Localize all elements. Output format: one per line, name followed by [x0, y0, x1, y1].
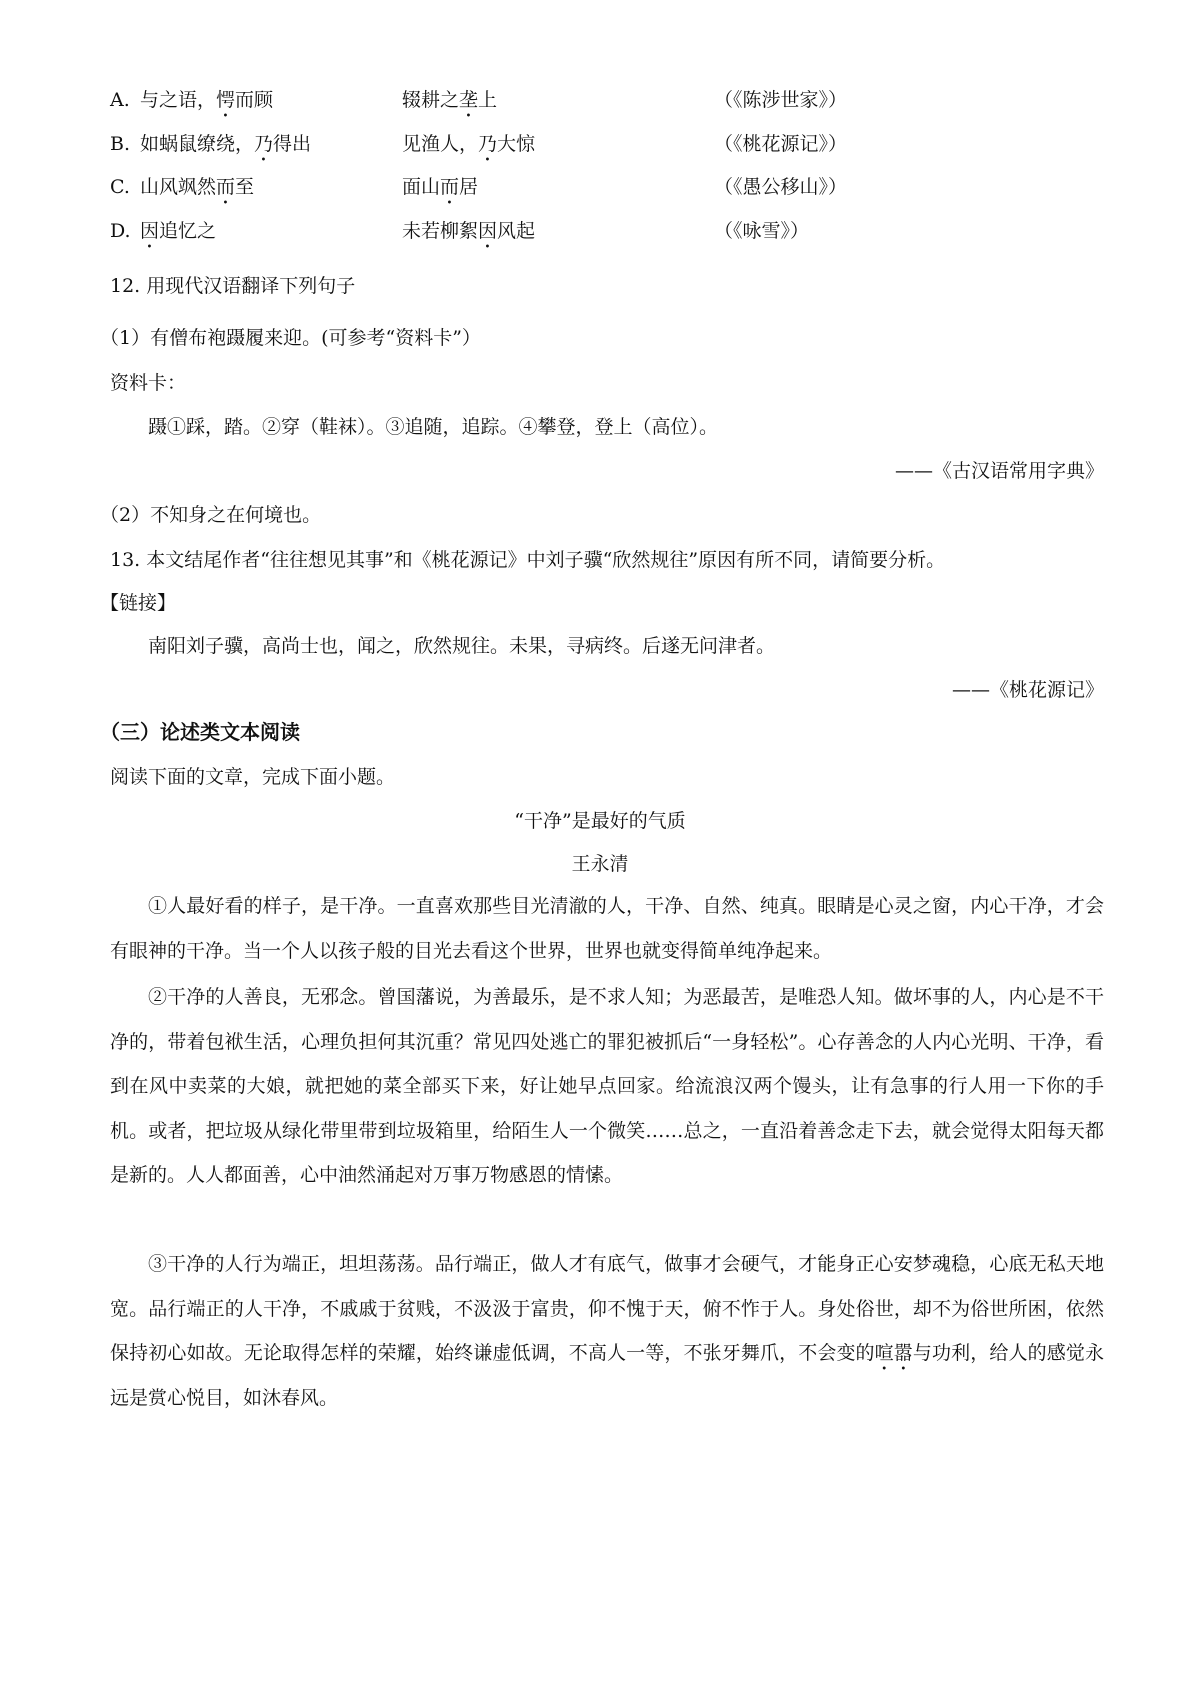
option-sentence-b: 辍耕之垄上 [402, 89, 498, 111]
article-paragraph-1: ①人最好看的样子，是干净。一直喜欢那些目光清澈的人，干净、自然、纯真。眼睛是心灵之窗，内心干净，才会有眼神的干净。当一个人以孩子般的目光去看这个世界，世界也就变得简单纯净起来。 [110, 895, 1104, 962]
option-source: （《咏雪》） [714, 220, 810, 242]
option-source: （《陈涉世家》） [714, 89, 848, 111]
option-sentence-b: 面山而居 [402, 176, 479, 198]
info-card-text: 蹑①踩，踏。②穿（鞋袜）。③追随，追踪。④攀登，登上（高位）。 [148, 416, 719, 438]
question-13-title: 13. 本文结尾作者“往往想见其事”和《桃花源记》中刘子骥“欣然规往”原因有所不同，请简要分析。 [110, 549, 946, 571]
option-row-c [110, 173, 1110, 201]
article-paragraph-3: ③干净的人行为端正，坦坦荡荡。品行端正，做人才有底气，做事才会硬气，才能身正心安梦魂稳，心底无私天地宽。品行端正的人干净，不戚戚于贫贱，不汲汲于富贵，仰不愧于天，俯不怍于人。身处俗世，却不为俗世所困，依然保持初心如故。无论取得怎样的荣耀，始终谦虚低调，不高人一等，不张牙舞爪，不会变的喧嚣与功利，给人的感觉永远是赏心悦目，如沐春风。 [110, 1253, 1104, 1409]
option-row-a [110, 86, 1110, 114]
info-card-label: 资料卡： [110, 372, 187, 394]
link-source: ——《桃花源记》 [951, 679, 1104, 701]
option-sentence-a: 与之语，愕而顾 [140, 89, 274, 111]
article-title: “干净”是最好的气质 [514, 810, 686, 832]
link-text: 南阳刘子骥，高尚士也，闻之，欣然规往。未果，寻病终。后遂无问津者。 [148, 635, 776, 657]
option-sentence-a: 如蜗鼠缭绕，乃得出 [140, 133, 312, 155]
emphasized-char: 因 [140, 220, 160, 242]
question-12-title: 12. 用现代汉语翻译下列句子 [110, 275, 356, 297]
article-author: 王永清 [571, 853, 629, 875]
option-row-b [110, 130, 1110, 158]
option-letter: B. [110, 133, 131, 155]
info-card-source: ——《古汉语常用字典》 [894, 460, 1104, 482]
option-letter: C. [110, 176, 130, 198]
reading-instruction: 阅读下面的文章，完成下面小题。 [110, 766, 396, 788]
option-source: （《愚公移山》） [714, 176, 848, 198]
emphasized-char: 垄 [459, 89, 479, 111]
option-sentence-a: 山风飒然而至 [140, 176, 255, 198]
emphasized-char: 而 [216, 176, 236, 198]
option-source: （《桃花源记》） [714, 133, 848, 155]
option-sentence-a: 因追忆之 [140, 220, 217, 242]
option-letter: A. [110, 89, 130, 111]
question-12-sub1: （1）有僧布袍蹑履来迎。(可参考“资料卡”） [100, 327, 481, 349]
emphasized-char: 乃 [478, 133, 498, 155]
emphasized-char: 因 [478, 220, 498, 242]
option-sentence-b: 未若柳絮因风起 [402, 220, 536, 242]
article-paragraph-2: ②干净的人善良，无邪念。曾国藩说，为善最乐，是不求人知；为恶最苦，是唯恐人知。做坏事的人，内心是不干净的，带着包袱生活，心理负担何其沉重？常见四处逃亡的罪犯被抓后“一身轻松”。心存善念的人内心光明、干净，看到在风中卖菜的大娘，就把她的菜全部买下来，好让她早点回家。给流浪汉两个馒头，让有急事的行人用一下你的手机。或者，把垃圾从绿化带里带到垃圾箱里，给陌生人一个微笑……总之，一直沿着善念走下去，就会觉得太阳每天都是新的。人人都面善，心中油然涌起对万事万物感恩的情愫。 [110, 986, 1104, 1186]
emphasized-word: 喧嚣 [874, 1342, 913, 1364]
option-letter: D. [110, 220, 131, 242]
emphasized-char: 而 [440, 176, 460, 198]
option-sentence-b: 见渔人，乃大惊 [402, 133, 536, 155]
section-heading: （三）论述类文本阅读 [100, 720, 300, 744]
emphasized-char: 乃 [254, 133, 274, 155]
link-label: 【链接】 [100, 592, 177, 614]
question-12-sub2: （2）不知身之在何境也。 [100, 504, 322, 526]
emphasized-char: 愕 [216, 89, 236, 111]
option-row-d [110, 217, 1110, 245]
